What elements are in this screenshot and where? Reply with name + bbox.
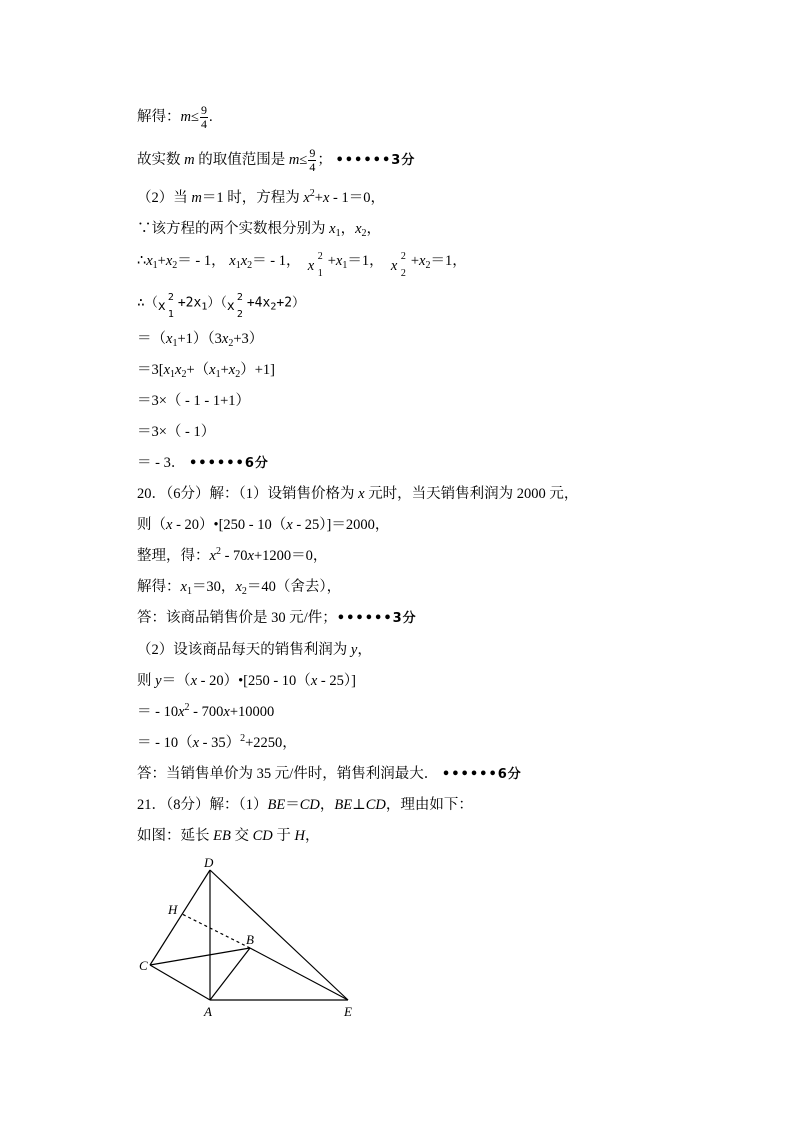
line-22: 21．（8分）解：（1）BE＝CD，BE⊥CD，理由如下： xyxy=(137,797,473,813)
line-9: ＝3×（ - 1 - 1+1） xyxy=(137,393,251,409)
line-4: ∵该方程的两个实数根分别为 $x_1$，$x_2$， xyxy=(137,221,381,239)
label-a: A xyxy=(204,1004,212,1019)
line-21: 答：当销售单价为 35 元/件时，销售利润最大． ••••••6分 xyxy=(137,766,522,782)
segment-be xyxy=(250,948,348,1000)
score-marker: ••••••3分 xyxy=(336,611,417,626)
score-marker: ••••••3分 xyxy=(335,152,416,168)
fraction-9-4: $\frac{9}{4}$ xyxy=(309,146,316,174)
score-marker: ••••••6分 xyxy=(188,456,269,471)
segment-cb xyxy=(150,948,250,965)
line-7: $=(x_1+1)(3x_2+3)$ xyxy=(137,331,264,349)
line-10: ＝3×（ - 1） xyxy=(137,424,216,440)
line-5: $\therefore x_1+x_2= - 1$， $x_1x_2= - 1$， x 2 1 $+x_1=1$， x 2 2 $+x_2=1$， xyxy=(137,250,467,279)
score-marker: ••••••6分 xyxy=(441,767,522,782)
line-14: 整理，得：$x^2 - 70x+1200=0$， xyxy=(137,546,328,564)
line-23: 如图：延长 EB 交 CD 于 H， xyxy=(137,828,320,844)
line-18: 则 y＝（x - 20）•[250 - 10（x - 25）] xyxy=(137,673,356,689)
x1-squared: x 2 1 xyxy=(307,250,323,279)
line-20: ＝ - 10（x - 35）$^2$+2250， xyxy=(137,733,297,751)
line-16: 答：该商品销售价是 30 元/件；••••••3分 xyxy=(137,610,417,626)
x2-squared: x 2 2 xyxy=(390,250,406,279)
geometry-figure xyxy=(130,852,370,1022)
line-3: （2）当 m＝1 时，方程为 $x^2+x - 1=0$， xyxy=(137,188,386,206)
line-12: 20．（6分）解：（1）设销售价格为 x 元时，当天销售利润为 2000 元， xyxy=(137,486,579,502)
segment-de xyxy=(210,870,348,1000)
line-6: ∴（ x 2 1 $+2x_1$）（ x 2 2 $+4x_2+2$） xyxy=(137,292,306,320)
line-1: 解得：m≤ $\frac{9}{4}$ . xyxy=(137,103,213,131)
line-13: 则（x - 20）•[250 - 10（x - 25）]＝2000， xyxy=(137,517,390,533)
label-e: E xyxy=(344,1004,352,1019)
segment-ab xyxy=(210,948,250,1000)
line-19: ＝ - $10x^2 - 700x+10000$ xyxy=(137,702,275,720)
fraction-9-4: $\frac{9}{4}$ xyxy=(200,103,207,131)
label-d: D xyxy=(204,855,214,870)
label-h: H xyxy=(168,902,178,917)
x2-squared: x 2 2 xyxy=(226,292,243,320)
label-b: B xyxy=(246,932,254,947)
x1-squared: x 2 1 xyxy=(157,292,174,320)
segment-bh-dashed xyxy=(182,914,250,948)
segment-dc xyxy=(150,870,210,965)
line-2: 故实数 m 的取值范围是 m≤ $\frac{9}{4}$ ； ••••••3分 xyxy=(137,146,416,174)
line-11: ＝ - 3． ••••••6分 xyxy=(137,455,269,471)
line-8: $=3[x_1x_2+(x_1+x_2)+1]$ xyxy=(137,362,275,380)
label-c: C xyxy=(139,958,148,973)
line-15: 解得：$x_1=30$，$x_2=40$（舍去）， xyxy=(137,579,342,597)
line-17: （2）设该商品每天的销售利润为 y， xyxy=(137,642,372,658)
segment-ca xyxy=(150,965,210,1000)
